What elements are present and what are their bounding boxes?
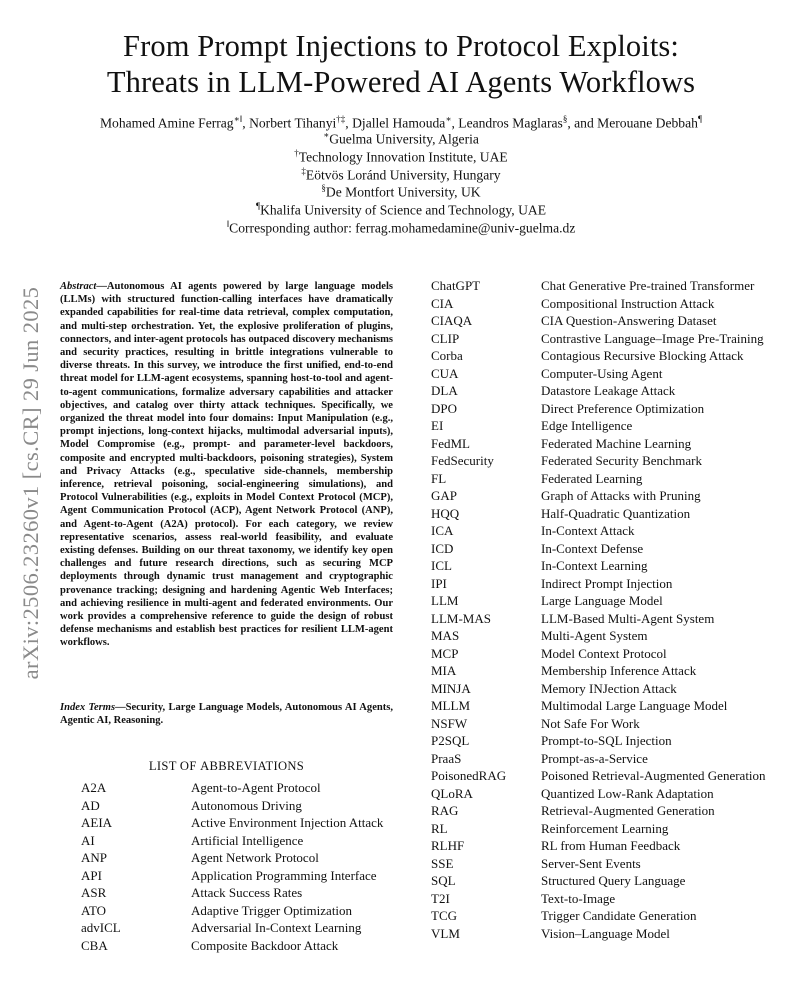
abbreviation-term: ICA (431, 523, 454, 538)
affiliation-mark: § (321, 183, 326, 193)
abbreviation-definition: Artificial Intelligence (191, 832, 304, 848)
abbreviation-definition: Half-Quadratic Quantization (541, 505, 691, 521)
abbreviation-term: AEIA (81, 815, 113, 830)
affiliation-text: Guelma University, Algeria (329, 131, 479, 147)
author-name: Leandros Maglaras (458, 115, 563, 131)
abbreviation-term: NSFW (431, 715, 468, 731)
abbreviation-definition: Chat Generative Pre-trained Transformer (541, 278, 755, 293)
abbreviation-definition: RL from Human Feedback (541, 838, 681, 853)
abbreviation-definition: Edge Intelligence (541, 418, 633, 433)
abbreviation-definition: Poisoned Retrieval-Augmented Generation (541, 768, 766, 783)
abbreviation-term: CIAQA (431, 313, 473, 328)
abbreviation-definition: Autonomous Driving (191, 797, 302, 813)
abbreviation-definition: Contrastive Language–Image Pre-Training (541, 330, 764, 346)
abbreviation-term: HQQ (431, 505, 460, 521)
abbreviation-term: DLA (431, 383, 458, 398)
index-terms-text: —Security, Large Language Models, Autonomous AI Agents, Agentic AI, Reasoning. (60, 702, 394, 727)
abbreviation-term: MINJA (431, 680, 471, 696)
affiliation-mark: ∗ (323, 130, 330, 140)
affiliation-mark: ¶ (255, 201, 261, 211)
abbreviation-definition: Large Language Model (541, 593, 663, 608)
author-separator: , (242, 115, 250, 131)
abbreviation-definition: LLM-Based Multi-Agent System (541, 610, 715, 626)
abbreviation-term: advICL (81, 920, 121, 935)
abbreviation-definition: Structured Query Language (541, 873, 686, 888)
abbreviation-definition: CIA Question-Answering Dataset (541, 313, 717, 328)
index-terms-label: Index Terms (60, 702, 116, 713)
arxiv-stamp[interactable]: arXiv:2506.23260v1 [cs.CR] 29 Jun 2025 (18, 286, 43, 680)
abbreviation-definition: Text-to-Image (541, 890, 616, 906)
author-affiliation-mark: †‡ (336, 114, 346, 124)
abbreviation-definition: Active Environment Injection Attack (191, 815, 384, 830)
title-line-1: From Prompt Injections to Protocol Exploits: (123, 29, 679, 63)
abbreviation-definition: Attack Success Rates (191, 885, 303, 900)
abbreviation-definition: Composite Backdoor Attack (191, 937, 339, 953)
heading-part-1: IST OF (156, 759, 201, 773)
abbreviation-definition: Federated Security Benchmark (541, 453, 702, 468)
author-name: Mohamed Amine Ferrag (99, 115, 234, 131)
abbreviation-term: EI (431, 418, 444, 433)
abbreviation-term: LLM-MAS (431, 610, 491, 626)
abbreviation-term: MAS (431, 628, 460, 643)
abbreviation-term: FedML (431, 435, 470, 451)
abbreviation-term: RAG (431, 803, 459, 818)
abbreviation-definition: Compositional Instruction Attack (541, 295, 715, 311)
abbreviation-term: MIA (431, 663, 457, 678)
abbreviation-term: A2A (81, 780, 107, 795)
author-separator: , (345, 115, 353, 131)
abbreviation-term: MLLM (431, 698, 470, 713)
heading-letter-a: A (200, 759, 210, 773)
abstract-label: Abstract (60, 281, 97, 292)
abbreviation-definition: Trigger Candidate Generation (541, 908, 697, 923)
abbreviation-definition: In-Context Attack (541, 523, 635, 538)
abbreviation-term: SQL (431, 873, 456, 888)
abbreviation-term: T2I (431, 890, 450, 906)
abbreviation-term: QLoRA (431, 785, 473, 801)
author-separator: , and (567, 115, 598, 131)
abbreviation-definition: Adversarial In-Context Learning (191, 920, 362, 935)
abbreviation-definition: In-Context Learning (541, 558, 648, 573)
abbreviation-term: DPO (431, 400, 458, 416)
title-line-2: Threats in LLM-Powered AI Agents Workflows (106, 65, 696, 99)
heading-part-2: BBREVIATIONS (209, 759, 305, 773)
abbreviation-definition: Agent Network Protocol (191, 850, 319, 865)
author-affiliation-mark: ¶ (697, 114, 703, 124)
affiliation-mark: ‖ (226, 219, 230, 229)
abbreviation-definition: Multimodal Large Language Model (541, 698, 728, 713)
arxiv-sidebar (12, 248, 50, 718)
abstract-text: —Autonomous AI agents powered by large language models (LLMs) with structured function-calling interfaces have dramatically expanded capabilities for real-time data retrieval, complex computation, and multi-step orchestration. Yet, the explosive proliferation of plugins, connectors, and inter-agent protocols has outpaced discovery mechanisms and security practices, resulting in brittle integrations vulnerable to diverse threats. In this survey, we introduce the first unified, end-to-end threat model for LLM-agent ecosystems, spanning host-to-tool and agent-to-agent communications, formalize adversary capabilities and attacker objectives, and catalog over thirty attack techniques. Specifically, we organized the threat model into four domains: Input Manipulation (e.g., prompt injections, long-context hijacks, multimodal adversarial inputs), Model Compromise (e.g., prompt- and parameter-level backdoors, composite and encrypted multi-backdoors, poisoning strategies), System and Privacy Attacks (e.g., speculative side-channels, membership inference, retrieval poisoning, social-engineering simulations), and Protocol Vulnerabilities (e.g., exploits in Model Context Protocol (MCP), Agent Communication Protocol (ACP), Agent Network Protocol (ANP), and Agent-to-Agent (A2A) protocol). For each category, we review representative scenarios, assess real-world feasibility, and evaluate existing defenses. Building on our threat taxonomy, we identify key open challenges and future research directions, such as securing MCP deployments through dynamic trust management and cryptographic provenance tracking; designing and hardening Agentic Web Interfaces; and achieving resilience in multi-agent and federated environments. Our work provides a comprehensive reference to guide the design of robust defense mechanisms and establish best practices for resilient LLM-agent workflows. (60, 281, 393, 649)
abbreviation-definition: Server-Sent Events (541, 855, 641, 871)
abbreviation-definition: Contagious Recursive Blocking Attack (541, 348, 744, 363)
abbreviation-term: CIA (431, 295, 454, 311)
abbreviation-term: P2SQL (431, 733, 470, 748)
abbreviation-term: CLIP (431, 330, 460, 346)
abbreviation-term: TCG (431, 908, 457, 923)
abbreviation-term: SSE (431, 855, 454, 871)
affiliation-mark: ‡ (301, 166, 306, 176)
author-affiliation-mark: § (562, 114, 568, 124)
abbreviation-definition: Not Safe For Work (541, 715, 640, 731)
abbreviation-term: ICL (431, 558, 452, 573)
abstract (60, 280, 393, 650)
abbreviation-term: AD (81, 797, 100, 813)
abbreviation-term: MCP (431, 645, 459, 661)
author-affiliation-mark: ∗ (445, 114, 452, 124)
author-separator: , (451, 115, 459, 131)
affiliation-mark: † (294, 148, 299, 158)
abbreviation-definition: Membership Inference Attack (541, 663, 697, 678)
affiliation-text: Technology Innovation Institute, UAE (298, 149, 508, 165)
abbreviation-term: ATO (81, 902, 107, 918)
abbreviation-definition: Computer-Using Agent (541, 365, 663, 381)
abbreviation-definition: Federated Machine Learning (541, 435, 692, 451)
abbreviation-term: RL (431, 820, 448, 836)
abbreviation-definition: Datastore Leakage Attack (541, 383, 676, 398)
abbreviation-definition: Retrieval-Augmented Generation (541, 803, 715, 818)
abbreviation-definition: Application Programming Interface (191, 867, 377, 883)
abbreviation-definition: Reinforcement Learning (541, 820, 669, 836)
abbreviation-definition: Federated Learning (541, 470, 643, 486)
abbreviation-term: AI (81, 832, 95, 848)
abbreviation-definition: Model Context Protocol (541, 645, 667, 661)
abbreviation-term: ASR (81, 885, 107, 900)
abbreviation-term: ChatGPT (431, 278, 481, 293)
abbreviation-term: ANP (81, 850, 108, 865)
author-name: Norbert Tihanyi (249, 115, 337, 131)
abbreviation-definition: In-Context Defense (541, 540, 644, 556)
abbreviation-definition: Direct Preference Optimization (541, 400, 705, 416)
affiliation-text: Khalifa University of Science and Technology, UAE (260, 202, 547, 218)
abbreviation-definition: Prompt-as-a-Service (541, 750, 648, 766)
abbreviation-definition: Vision–Language Model (541, 925, 670, 941)
index-terms (60, 701, 393, 727)
abbreviation-term: FL (431, 470, 447, 486)
abbreviation-term: API (81, 867, 102, 883)
abbreviation-term: VLM (431, 925, 460, 941)
author-affiliation-mark: ∗‖ (233, 114, 243, 124)
abbreviation-definition: Agent-to-Agent Protocol (191, 780, 321, 795)
abbreviation-term: CUA (431, 365, 459, 381)
abbreviation-definition: Indirect Prompt Injection (541, 575, 673, 591)
paper-title (0, 28, 802, 100)
abbreviation-term: FedSecurity (431, 453, 494, 468)
affiliation-text: Eötvös Loránd University, Hungary (305, 167, 501, 183)
abbreviation-term: CBA (81, 937, 108, 953)
heading-letter-l: L (148, 759, 157, 773)
abbreviation-definition: Multi-Agent System (541, 628, 648, 643)
author-name: Merouane Debbah (597, 115, 698, 131)
author-name: Djallel Hamouda (352, 115, 446, 131)
abbreviations-heading (60, 759, 393, 774)
abbreviation-term: RLHF (431, 838, 465, 853)
abbreviation-definition: Quantized Low-Rank Adaptation (541, 785, 714, 801)
abbreviation-definition: Memory INJection Attack (541, 680, 677, 696)
abbreviation-definition: Graph of Attacks with Pruning (541, 488, 701, 503)
abbreviation-definition: Adaptive Trigger Optimization (191, 902, 353, 918)
affiliation-line (0, 216, 802, 237)
affiliation-text: Corresponding author: ferrag.mohamedamine@univ-guelma.dz (229, 220, 576, 236)
abbreviation-term: PraaS (431, 750, 462, 766)
abbreviation-definition: Prompt-to-SQL Injection (541, 733, 672, 748)
abbreviation-term: LLM (431, 593, 459, 608)
abbreviation-term: ICD (431, 540, 454, 556)
abbreviation-term: IPI (431, 575, 447, 591)
abbreviation-term: PoisonedRAG (431, 768, 507, 783)
abbreviation-term: Corba (431, 348, 463, 363)
affiliation-text: De Montfort University, UK (325, 184, 481, 200)
abbreviation-term: GAP (431, 488, 458, 503)
